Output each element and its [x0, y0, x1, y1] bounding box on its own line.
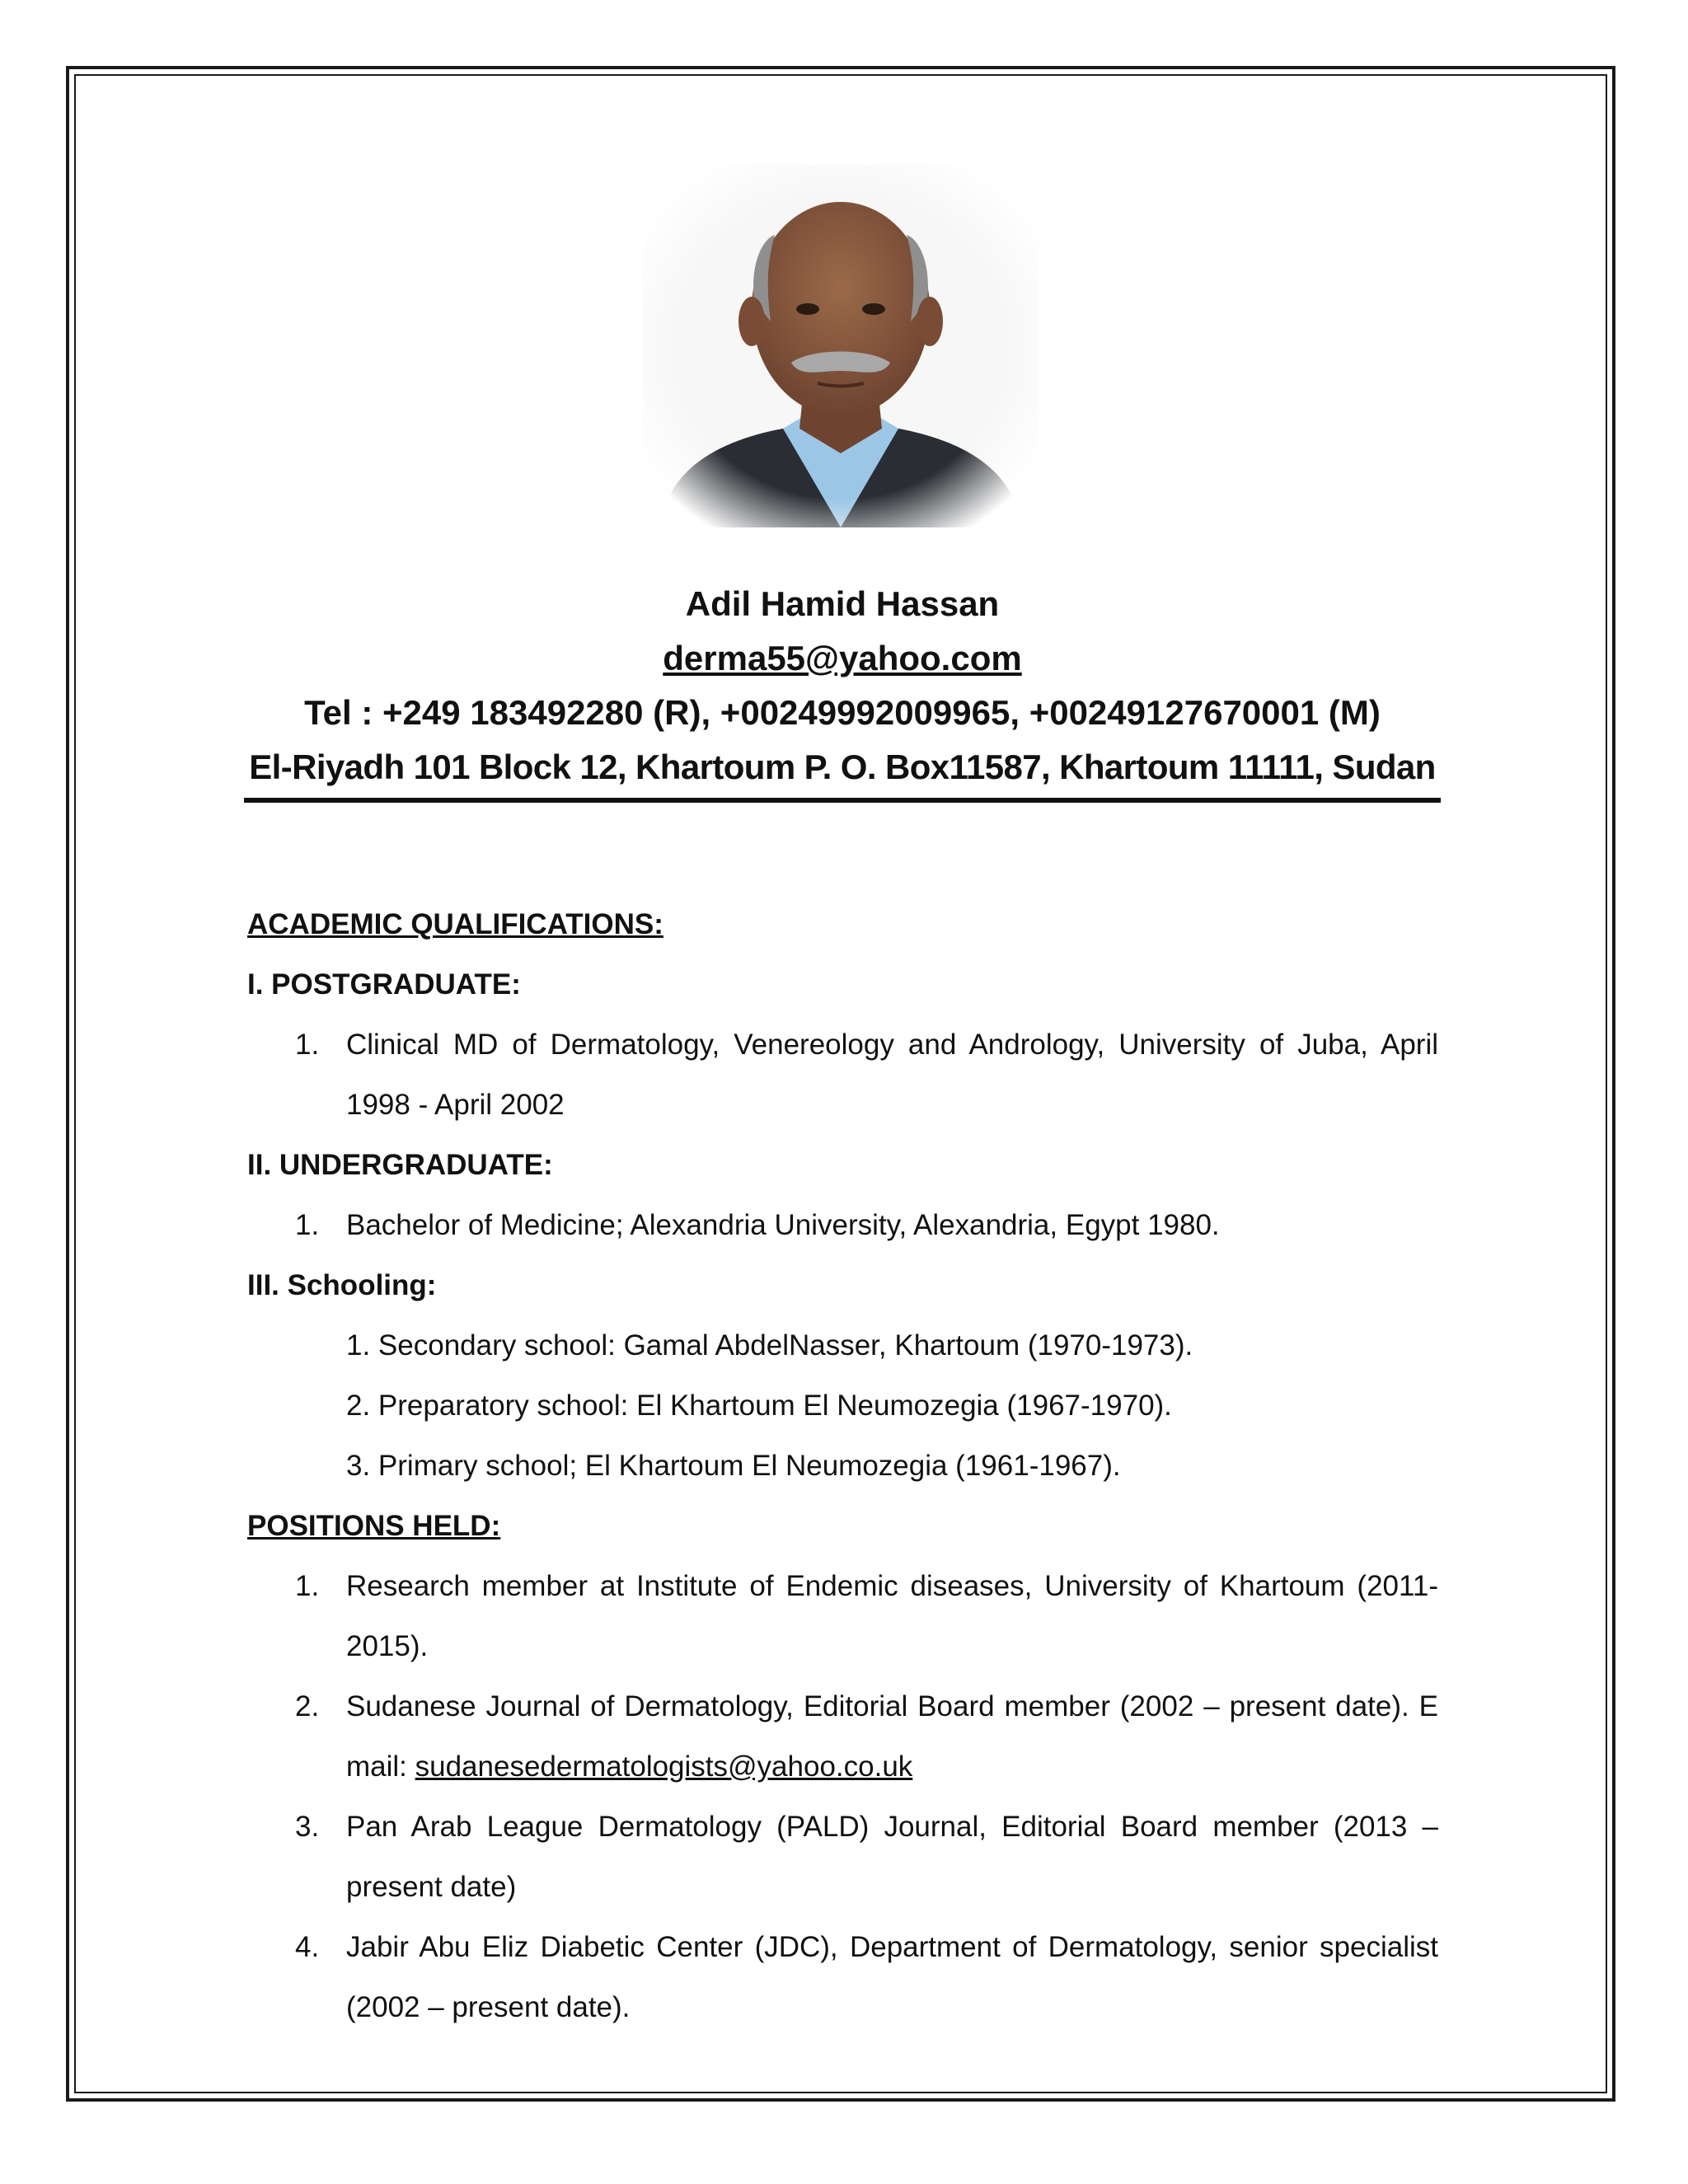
list-item-number: 4. — [295, 1931, 320, 1963]
schooling-item-primary: 3. Primary school; El Khartoum El Neumozegia (1961-1967). — [346, 1450, 1121, 1482]
portrait-illustration — [643, 165, 1039, 527]
schooling-item-secondary: 1. Secondary school: Gamal AbdelNasser, Khartoum (1970-1973). — [346, 1329, 1193, 1361]
positions-held-heading: POSITIONS HELD: — [247, 1510, 501, 1542]
schooling-heading: III. Schooling: — [247, 1269, 437, 1301]
list-item-text: Jabir Abu Eliz Diabetic Center (JDC), Department of Dermatology, senior specialist (2002 – present date). — [346, 1931, 1438, 2023]
list-item-number: 1. — [295, 1209, 320, 1241]
list-item-text: Sudanese Journal of Dermatology, Editorial Board member (2002 – present date). E mail: — [346, 1690, 1438, 1783]
list-item-text: Bachelor of Medicine; Alexandria University, Alexandria, Egypt 1980. — [346, 1209, 1220, 1241]
list-item-body — [346, 1676, 1438, 1797]
contact-header — [244, 577, 1441, 794]
academic-qualifications-heading: ACADEMIC QUALIFICATIONS: — [247, 908, 663, 940]
header-divider — [244, 798, 1441, 803]
list-item-number: 2. — [295, 1690, 320, 1722]
telephone-line: Tel : +249 183492280 (R), +00249992009965, +00249127670001 (M) — [304, 693, 1381, 732]
cv-content — [247, 894, 1438, 2037]
schooling-item-preparatory: 2. Preparatory school: El Khartoum El Neumozegia (1967-1970). — [346, 1390, 1172, 1422]
email-link[interactable]: derma55@yahoo.com — [663, 639, 1022, 677]
undergraduate-heading: II. UNDERGRADUATE: — [247, 1149, 553, 1181]
list-item-number: 1. — [295, 1029, 320, 1061]
list-item — [247, 1917, 1438, 2037]
address-line: El-Riyadh 101 Block 12, Khartoum P. O. Box11587, Khartoum 11111, Sudan — [249, 748, 1436, 786]
list-item-text: Research member at Institute of Endemic diseases, University of Khartoum (2011-2015). — [346, 1570, 1438, 1662]
list-item-text: Pan Arab League Dermatology (PALD) Journal, Editorial Board member (2013 – present date) — [346, 1811, 1438, 1903]
list-item-number: 1. — [295, 1570, 320, 1602]
person-name: Adil Hamid Hassan — [685, 584, 1000, 623]
journal-email-link[interactable]: sudanesedermatologists@yahoo.co.uk — [415, 1750, 913, 1783]
list-item-text: Clinical MD of Dermatology, Venereology and Andrology, University of Juba, April 1998 - April 2002 — [346, 1029, 1438, 1121]
list-item — [247, 1556, 1438, 1676]
profile-photo — [643, 165, 1039, 527]
list-item — [247, 1676, 1438, 1797]
postgraduate-heading: I. POSTGRADUATE: — [247, 968, 521, 1001]
list-item — [247, 1797, 1438, 1917]
list-item-number: 3. — [295, 1811, 320, 1843]
list-item — [247, 1015, 1438, 1135]
list-item — [247, 1195, 1438, 1255]
